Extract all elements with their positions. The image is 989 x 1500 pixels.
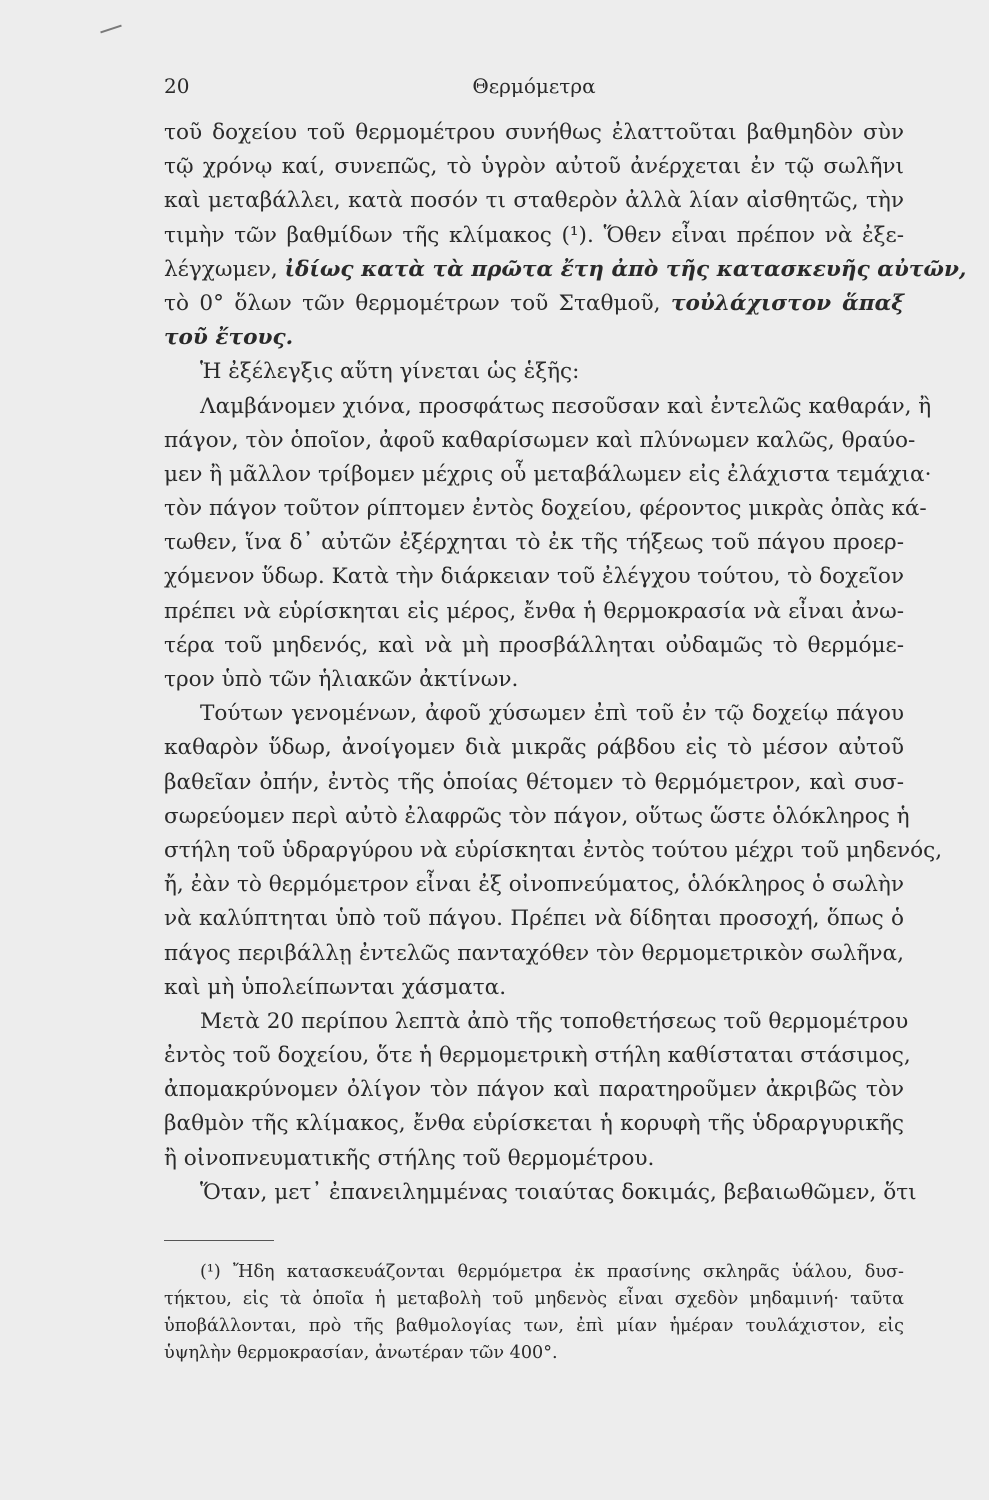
text-line: Τούτων γενομένων, ἀφοῦ χύσωμεν ἐπὶ τοῦ ἐν τῷ δοχείῳ πάγου (200, 701, 904, 727)
text-line: πρέπει νὰ εὑρίσκηται εἰς μέρος, ἔνθα ἡ θερμοκρασία νὰ εἶναι ἀνω- (164, 598, 904, 624)
text-line: Λαμβάνομεν χιόνα, προσφάτως πεσοῦσαν καὶ ἐντελῶς καθαράν, ἢ (200, 393, 932, 419)
text-line (164, 287, 904, 321)
text-line: τὸν πάγον τοῦτον ρίπτομεν ἐντὸς δοχείου, φέροντος μικρὰς ὀπὰς κά- (164, 496, 927, 522)
text-line: τέρα τοῦ μηδενός, καὶ νὰ μὴ προσβάλληται οὐδαμῶς τὸ θερμόμε- (164, 632, 904, 658)
text-line: πάγον, τὸν ὁποῖον, ἀφοῦ καθαρίσωμεν καὶ πλύνωμεν καλῶς, θραύο- (164, 427, 916, 453)
text-line: νὰ καλύπτηται ὑπὸ τοῦ πάγου. Πρέπει νὰ δίδηται προσοχή, ὅπως ὁ (164, 906, 904, 932)
text-line: στήλη τοῦ ὑδραργύρου νὰ εὑρίσκηται ἐντὸς τούτου μέχρι τοῦ μηδενός, (164, 837, 943, 863)
footnote (164, 1259, 904, 1367)
text-line: τοῦ δοχείου τοῦ θερμομέτρου συνήθως ἐλαττοῦται βαθμηδὸν σὺν (164, 120, 904, 145)
emphasis-text: ἰδίως κατὰ τὰ πρῶτα ἔτη ἀπὸ τῆς κατασκευῆς αὐτῶν, (284, 256, 967, 282)
text-run: τὸ 0° ὅλων τῶν θερμομέτρων τοῦ Σταθμοῦ, (164, 290, 671, 316)
text-line: καὶ μὴ ὑπολείπωνται χάσματα. (164, 974, 507, 1000)
footnote-line: ὑψηλὴν θερμοκρασίαν, ἀνωτέραν τῶν 400°. (164, 1343, 558, 1363)
paragraph-5 (164, 1005, 911, 1176)
text-line: Ἡ ἐξέλεγξις αὕτη γίνεται ὡς ἑξῆς: (200, 359, 580, 385)
footnote-line: τήκτου, εἰς τὰ ὁποῖα ἡ μεταβολὴ τοῦ μηδενὸς εἶναι σχεδὸν μηδαμινή· ταῦτα (164, 1289, 904, 1309)
text-line: τῷ χρόνῳ καί, συνεπῶς, τὸ ὑγρὸν αὐτοῦ ἀνέρχεται ἐν τῷ σωλῆνι (164, 154, 904, 180)
body-text (164, 116, 967, 1210)
page-header (164, 74, 904, 102)
text-line (164, 253, 967, 287)
text-line: καθαρὸν ὕδωρ, ἀνοίγομεν διὰ μικρᾶς ράβδου εἰς τὸ μέσον αὐτοῦ (164, 735, 904, 761)
text-line: χόμενον ὕδωρ. Κατὰ τὴν διάρκειαν τοῦ ἐλέγχου τούτου, τὸ δοχεῖον (164, 564, 904, 590)
paragraph-6 (164, 1176, 917, 1210)
text-run: λέγχωμεν, (164, 256, 285, 282)
paragraph-3 (164, 390, 932, 698)
emphasis-text: τοῦ ἔτους. (164, 325, 294, 351)
text-line: τωθεν, ἵνα δ᾽ αὐτῶν ἐξέρχηται τὸ ἐκ τῆς τήξεως τοῦ πάγου προερ- (164, 530, 904, 556)
footnote-line: (¹) Ἤδη κατασκευάζονται θερμόμετρα ἐκ πρασίνης σκληρᾶς ὑάλου, δυσ- (200, 1262, 904, 1282)
text-line: πάγος περιβάλλῃ ἐντελῶς πανταχόθεν τὸν θερμομετρικὸν σωλῆνα, (164, 940, 904, 966)
text-line: Μετὰ 20 περίπου λεπτὰ ἀπὸ τῆς τοποθετήσεως τοῦ θερμομέτρου (200, 1008, 909, 1034)
text-line: τιμὴν τῶν βαθμίδων τῆς κλίμακος (¹). Ὅθεν εἶναι πρέπον νὰ ἐξε- (164, 222, 904, 248)
paragraph-1 (164, 116, 967, 355)
text-line: τρον ὑπὸ τῶν ἡλιακῶν ἀκτίνων. (164, 667, 519, 692)
text-line: μεν ἢ μᾶλλον τρίβομεν μέχρις οὗ μεταβάλωμεν εἰς ἐλάχιστα τεμάχια· (164, 461, 932, 487)
text-line: ἐντὸς τοῦ δοχείου, ὅτε ἡ θερμομετρικὴ στήλη καθίσταται στάσιμος, (164, 1043, 911, 1069)
emphasis-text: τοὐλάχιστον ἅπαξ (670, 290, 904, 316)
text-line: Ὅταν, μετ᾽ ἐπανειλημμένας τοιαύτας δοκιμάς, βεβαιωθῶμεν, ὅτι (200, 1179, 917, 1205)
text-line: ἢ οἰνοπνευματικῆς στήλης τοῦ θερμομέτρου. (164, 1145, 655, 1171)
footnote-line: ὑποβάλλονται, πρὸ τῆς βαθμολογίας των, ἐπὶ μίαν ἡμέραν τουλάχιστον, εἰς (164, 1316, 904, 1336)
text-line: ἀπομακρύνομεν ὀλίγον τὸν πάγον καὶ παρατηροῦμεν ἀκριβῶς τὸν (164, 1077, 904, 1103)
paragraph-4 (164, 697, 943, 1005)
text-line: καὶ μεταβάλλει, κατὰ ποσόν τι σταθερὸν ἀλλὰ λίαν αἰσθητῶς, τὴν (164, 188, 904, 214)
paragraph-2 (164, 355, 904, 389)
page-number: 20 (164, 74, 190, 98)
text-line: βαθεῖαν ὀπήν, ἐντὸς τῆς ὁποίας θέτομεν τὸ θερμόμετρον, καὶ συσ- (164, 769, 904, 795)
scan-mark (100, 25, 122, 34)
text-line: σωρεύομεν περὶ αὐτὸ ἐλαφρῶς τὸν πάγον, οὕτως ὥστε ὁλόκληρος ἡ (164, 803, 910, 829)
running-title: Θερμόμετρα (472, 74, 596, 98)
footnote-rule (164, 1240, 274, 1241)
text-line: ἤ, ἐὰν τὸ θερμόμετρον εἶναι ἐξ οἰνοπνεύματος, ὁλόκληρος ὁ σωλὴν (164, 872, 904, 898)
text-line: βαθμὸν τῆς κλίμακος, ἔνθα εὑρίσκεται ἡ κορυφὴ τῆς ὑδραργυρικῆς (164, 1111, 904, 1137)
